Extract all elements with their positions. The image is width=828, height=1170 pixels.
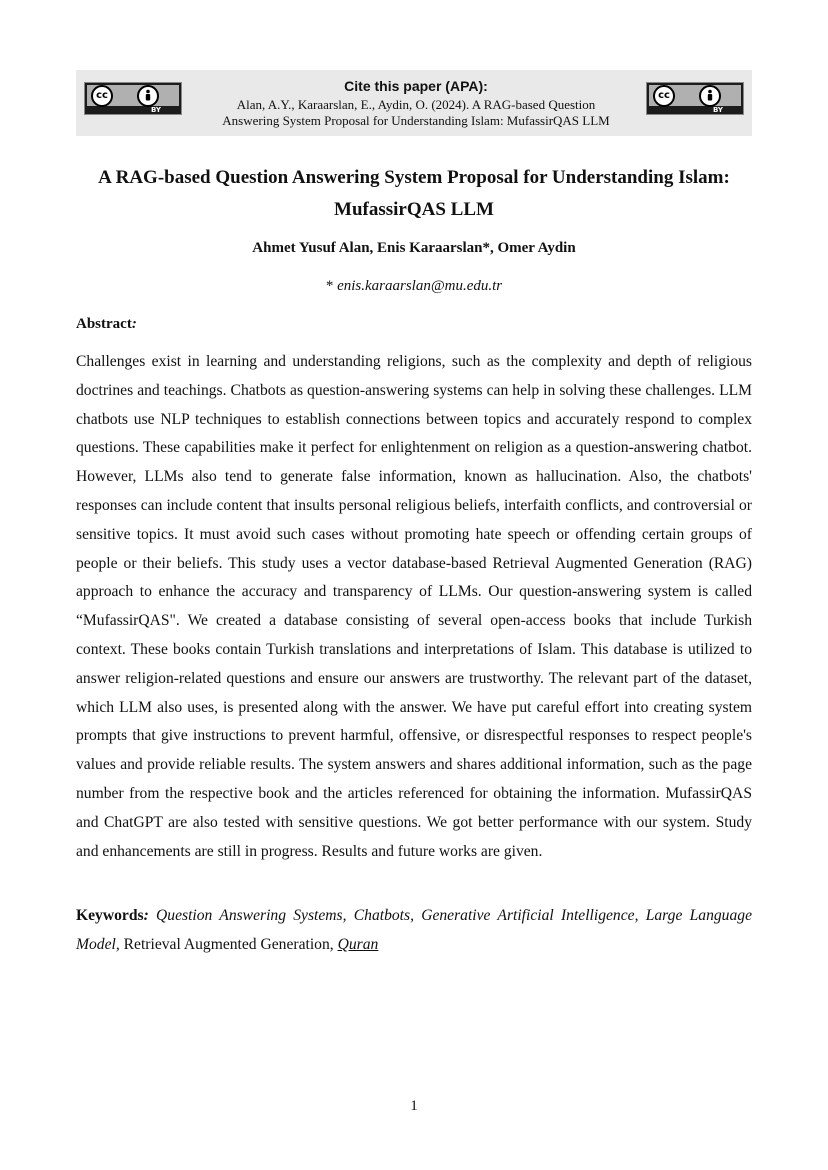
by-label: BY <box>150 106 162 114</box>
title-line-2: MufassirQAS LLM <box>334 199 494 220</box>
creative-commons-icon: cc <box>91 85 113 107</box>
abstract-body: Challenges exist in learning and understanding religions, such as the complexity and depth of religious doctrines and teachings. Chatbots as question-answering systems can help in solving these challenges. LLM chatbots use NLP techniques to establish connections between topics and accurately respond to complex questions. These capabilities make it perfect for enlightenment on religion as a question-answering chatbot. However, LLMs also tend to generate false information, known as hallucination. Also, the chatbots' responses can include content that insults personal religious beliefs, interfaith conflicts, and controversial or sensitive topics. It must avoid such cases without promoting hate speech or offending certain groups of people or their beliefs. This study uses a vector database-based Retrieval Augmented Generation (RAG) approach to enhance the accuracy and transparency of LLMs. Our question-answering system is called “MufassirQAS". We created a database consisting of several open-access books that include Turkish context. These books contain Turkish translations and interpretations of Islam. This database is utilized to answer religion-related questions and ensure our answers are trustworthy. The relevant part of the dataset, which LLM also uses, is presented along with the answer. We have put careful effort into creating system prompts that give instructions to prevent harmful, offensive, or disrespectful responses to respect people's values and provide reliable results. The system answers and shares additional information, such as the page number from the respective book and the articles referenced for obtaining the information. MufassirQAS and ChatGPT are also tested with sensitive questions. We got better performance with our system. Study and enhancements are still in progress. Results and future works are given. <box>76 353 752 860</box>
citation-heading: Cite this paper (APA): <box>344 78 488 94</box>
keywords-label: Keywords <box>76 907 144 924</box>
citation-line-2: Answering System Proposal for Understanding Islam: MufassirQAS LLM <box>222 113 610 128</box>
attribution-person-icon <box>699 85 721 107</box>
author-list: Ahmet Yusuf Alan, Enis Karaarslan*, Omer Aydin <box>252 240 576 256</box>
keywords-plain: Retrieval Augmented Generation, <box>119 935 338 953</box>
attribution-person-icon <box>137 85 159 107</box>
page-number: 1 <box>410 1098 418 1114</box>
email-address: enis.karaarslan@mu.edu.tr <box>337 278 503 294</box>
corresponding-email <box>76 278 752 295</box>
citation-line-1: Alan, A.Y., Karaarslan, E., Aydin, O. (2024). A RAG-based Question <box>236 97 596 112</box>
creative-commons-icon: cc <box>653 85 675 107</box>
keywords-colon: : <box>143 907 149 924</box>
email-marker: * <box>325 278 338 294</box>
citation-banner <box>76 70 752 136</box>
abstract-label: Abstract <box>76 316 132 332</box>
abstract-heading <box>76 316 137 333</box>
cc-by-license-badge <box>646 82 744 115</box>
cc-by-license-badge <box>84 82 182 115</box>
abstract-colon: : <box>131 316 137 332</box>
keywords-italic: Question Answering Systems, Chatbots, Generative Artificial Intelligence, Large Language Model, <box>76 907 752 953</box>
paper-title <box>76 162 752 226</box>
keywords-last: Quran <box>337 935 379 953</box>
title-line-1: A RAG-based Question Answering System Proposal for Understanding Islam: <box>98 167 730 188</box>
by-label: BY <box>712 106 724 114</box>
keywords-line <box>76 902 752 960</box>
